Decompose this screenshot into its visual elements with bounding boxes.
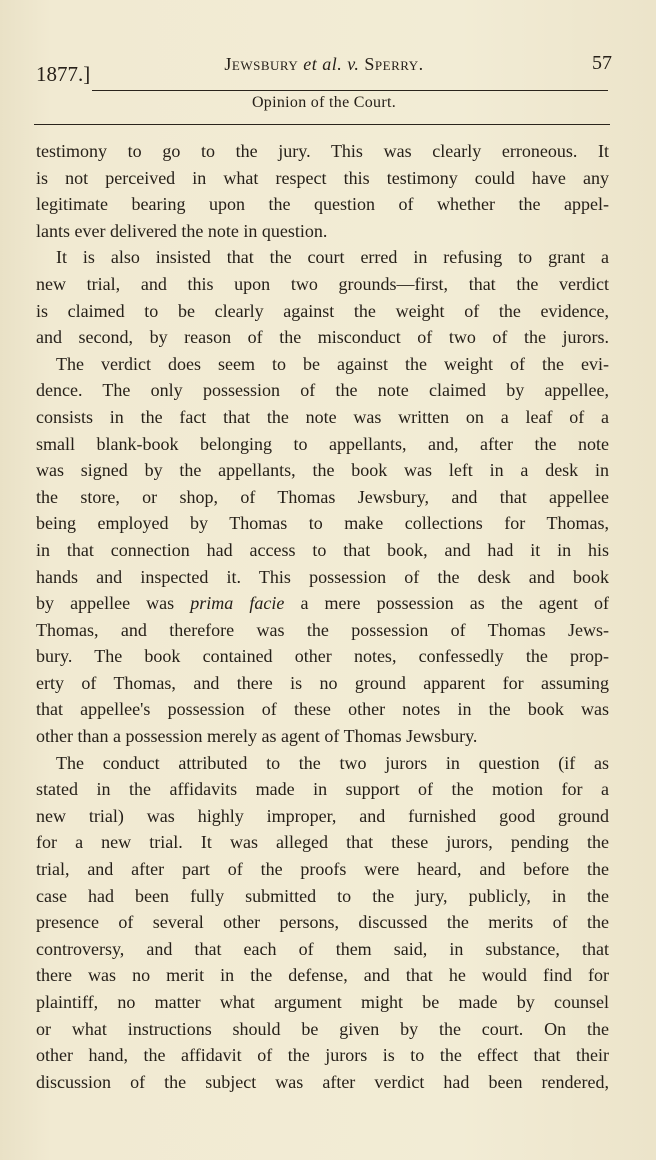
case-title-versus: v. — [347, 54, 360, 74]
case-title-plaintiff: Jewsbury — [224, 54, 299, 74]
opinion-text — [36, 138, 609, 1095]
text-line: is claimed to be clearly against the weight of the evidence, — [36, 300, 609, 321]
section-subheading: Opinion of the Court. — [251, 94, 397, 111]
header-year: 1877.] — [36, 62, 91, 86]
text-line: lants ever delivered the note in question. — [36, 220, 328, 241]
text-line: testimony to go to the jury. This was clearly erroneous. It — [36, 141, 609, 161]
text-line: stated in the affidavits made in support of the motion for a — [36, 779, 609, 800]
text-line: new trial, and this upon two grounds—first, that the verdict — [36, 273, 609, 294]
text-line: trial, and after part of the proofs were heard, and before the — [36, 859, 609, 880]
text-line: other hand, the affidavit of the jurors is to the effect that their — [36, 1045, 609, 1066]
text-line: presence of several other persons, discussed the merits of the — [36, 912, 609, 933]
text-line: for a new trial. It was alleged that these jurors, pending the — [36, 832, 609, 853]
text-line: and second, by reason of the misconduct of two of the jurors. — [36, 327, 609, 348]
text-line: in that connection had access to that book, and had it in his — [36, 539, 609, 560]
text-line: The conduct attributed to the two jurors in question (if as — [56, 752, 609, 773]
text-line: other than a possession merely as agent of Thomas Jewsbury. — [36, 726, 478, 747]
page-number: 57 — [592, 52, 612, 74]
text-line: Thomas, and therefore was the possession of Thomas Jews- — [36, 619, 609, 640]
text-line-with-italic — [36, 590, 609, 617]
text-line: being employed by Thomas to make collections for Thomas, — [36, 513, 609, 534]
text-line: the store, or shop, of Thomas Jewsbury, and that appellee — [36, 486, 609, 507]
text-line: controversy, and that each of them said, in substance, that — [36, 938, 609, 959]
text-line: It is also insisted that the court erred in refusing to grant a — [56, 247, 609, 268]
text-line: The verdict does seem to be against the weight of the evi- — [56, 353, 609, 374]
italic-phrase: prima facie — [190, 593, 285, 614]
case-title-defendant: Sperry. — [364, 54, 424, 74]
header-rule-bottom — [34, 124, 610, 125]
text-line: plaintiff, no matter what argument might be made by counsel — [36, 992, 609, 1012]
header-case-title — [36, 54, 612, 75]
text-line: discussion of the subject was after verdict had been rendered, — [36, 1071, 609, 1092]
case-title-etal: et al. — [303, 54, 343, 74]
text-line: there was no merit in the defense, and that he would find for — [36, 965, 609, 986]
text-line: dence. The only possession of the note claimed by appellee, — [36, 380, 609, 401]
text-line: erty of Thomas, and there is no ground apparent for assuming — [36, 672, 609, 693]
header-rule-top — [92, 90, 608, 91]
text-line: hands and inspected it. This possession of the desk and book — [36, 566, 609, 587]
text-line: new trial) was highly improper, and furnished good ground — [36, 805, 609, 826]
running-head — [36, 50, 612, 84]
text-line-start: by appellee was — [36, 593, 175, 614]
text-line: that appellee's possession of these other notes in the book was — [36, 699, 609, 720]
text-line: consists in the fact that the note was written on a leaf of a — [36, 406, 609, 427]
text-line: small blank-book belonging to appellants, and, after the note — [36, 433, 609, 454]
text-line: or what instructions should be given by the court. On the — [36, 1018, 609, 1039]
text-line: case had been fully submitted to the jury, publicly, in the — [36, 885, 609, 906]
text-line: was signed by the appellants, the book was left in a desk in — [36, 460, 609, 481]
text-line: legitimate bearing upon the question of whether the appel- — [36, 194, 609, 215]
text-line: bury. The book contained other notes, confessedly the prop- — [36, 646, 609, 667]
text-line: is not perceived in what respect this testimony could have any — [36, 167, 609, 188]
text-line-end: a mere possession as the agent of — [300, 593, 610, 614]
